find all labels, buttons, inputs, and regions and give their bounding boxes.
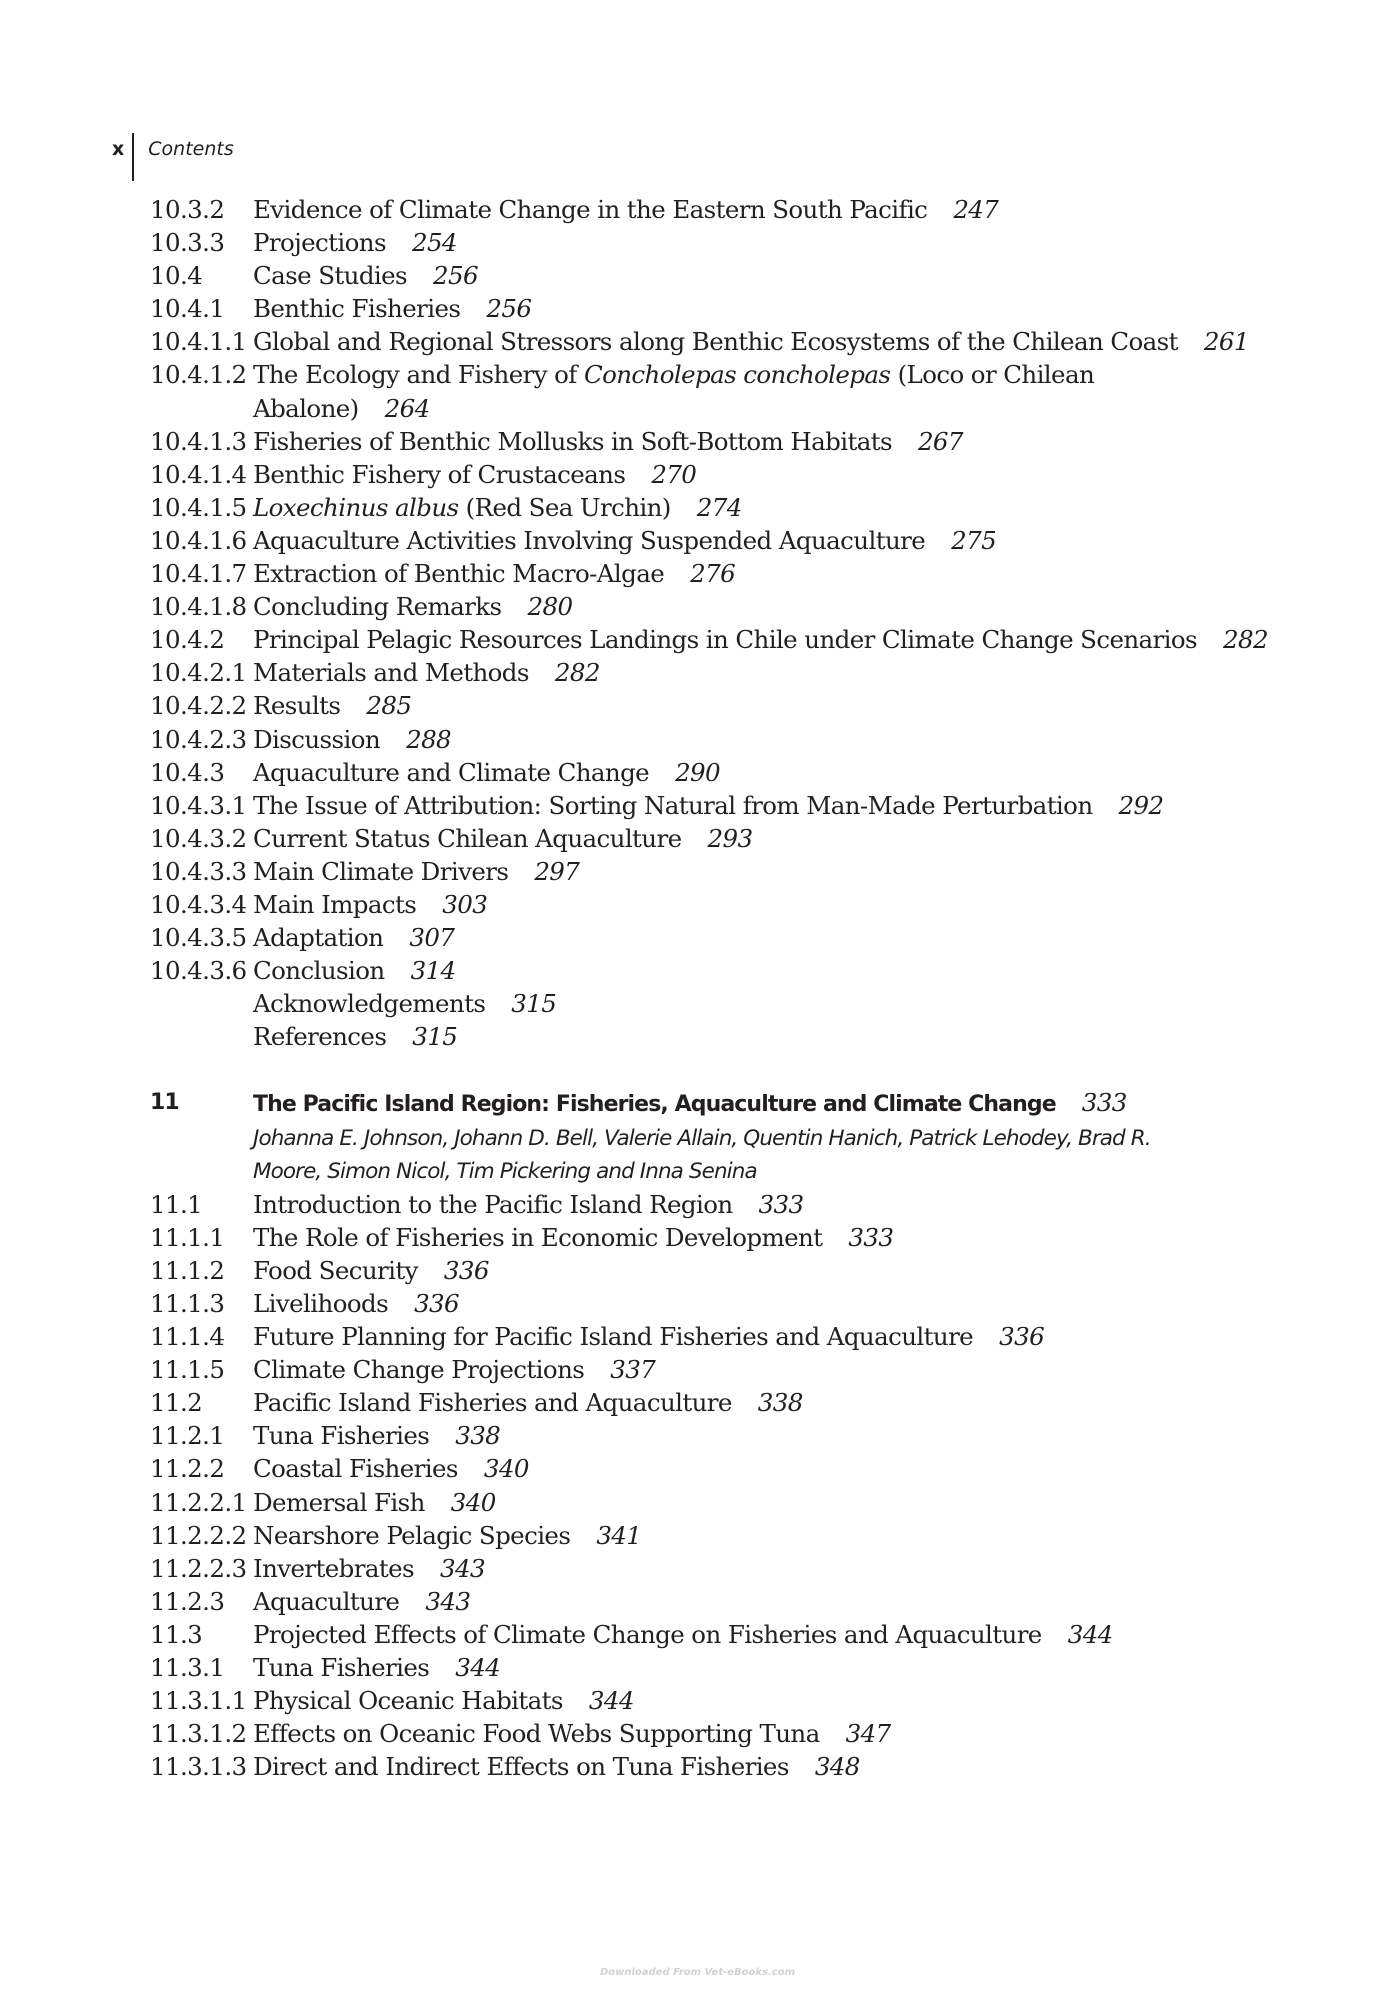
title-part: (Red Sea Urchin) (458, 492, 671, 522)
section-title (253, 458, 1270, 491)
toc-entry[interactable] (150, 689, 1270, 722)
section-title (253, 723, 1270, 756)
title-part: Case Studies (253, 261, 408, 291)
section-number: 11.2.2.3 (150, 1553, 247, 1583)
toc-entry[interactable] (150, 226, 1270, 259)
section-title (253, 1651, 1270, 1684)
toc-entry[interactable] (150, 590, 1270, 623)
title-part: Food Security (253, 1255, 418, 1285)
page-number: 336 (999, 1322, 1045, 1352)
toc-entry[interactable] (150, 1452, 1270, 1485)
title-part: The Ecology and Fishery of (253, 360, 584, 390)
section-title (253, 1552, 1270, 1585)
toc-entry[interactable] (150, 524, 1270, 557)
section-number: 11.3 (150, 1619, 203, 1649)
section-number: 11.1.1 (150, 1222, 225, 1252)
section-title (253, 789, 1270, 822)
title-part: The Issue of Attribution: Sorting Natural from Man-Made Perturbation (253, 790, 1093, 820)
toc-entry[interactable] (150, 1221, 1270, 1254)
section-number: 11.2.1 (150, 1421, 225, 1451)
italic-title-part: Concholepas concholepas (583, 360, 891, 390)
page-number: 297 (534, 856, 580, 886)
section-number: 10.4.1.7 (150, 559, 247, 589)
section-title (253, 1519, 1270, 1552)
section-title (253, 259, 1270, 292)
title-part: Materials and Methods (253, 658, 529, 688)
toc-entry[interactable] (150, 458, 1270, 491)
chapter-number: 11 (150, 1090, 179, 1116)
section-number: 10.4.1.3 (150, 426, 247, 456)
section-number: 11.1.5 (150, 1355, 225, 1385)
section-title (253, 1287, 1270, 1320)
title-part: Future Planning for Pacific Island Fisheries and Aquaculture (253, 1322, 974, 1352)
section-number: 11.1 (150, 1189, 203, 1219)
page-number: 344 (1067, 1619, 1113, 1649)
section-number: 11.3.1 (150, 1653, 225, 1683)
section-title (253, 193, 1270, 226)
page-number: 282 (554, 658, 600, 688)
section-title (253, 1585, 1270, 1618)
section-title (253, 1254, 1270, 1287)
section-number: 10.4.2 (150, 625, 225, 655)
section-title (253, 888, 1270, 921)
chapter-heading[interactable] (150, 1086, 1270, 1121)
toc-entry[interactable] (150, 325, 1270, 358)
section-number: 10.4.3.5 (150, 923, 247, 953)
chapter-title-line (253, 1086, 1270, 1121)
page-number: 285 (366, 691, 412, 721)
toc-entry[interactable] (150, 1618, 1270, 1651)
chapter-page-number: 333 (1081, 1088, 1127, 1118)
title-part: Demersal Fish (253, 1487, 425, 1517)
title-part: Aquaculture (253, 1586, 400, 1616)
running-head (112, 133, 234, 181)
page-number: 303 (442, 889, 488, 919)
page-number: 348 (814, 1752, 860, 1782)
title-part: Fisheries of Benthic Mollusks in Soft-Bottom Habitats (253, 426, 892, 456)
section-number: 10.4.1.4 (150, 459, 247, 489)
page-number: 254 (411, 228, 457, 258)
section-number: 10.4.1.6 (150, 525, 247, 555)
title-part: Aquaculture Activities Involving Suspended Aquaculture (253, 525, 926, 555)
page-number: 276 (690, 559, 736, 589)
toc-entry[interactable] (150, 789, 1270, 822)
section-title (253, 954, 1270, 987)
section-number: 10.4.3.4 (150, 889, 247, 919)
toc-entry[interactable] (150, 259, 1270, 292)
toc-entry[interactable] (150, 557, 1270, 590)
section-number: 10.4.2.1 (150, 658, 247, 688)
toc-entry[interactable] (150, 756, 1270, 789)
title-part: Introduction to the Pacific Island Region (253, 1189, 733, 1219)
section-number: 10.4.3.2 (150, 823, 247, 853)
section-title (253, 425, 1270, 458)
section-title (253, 656, 1270, 689)
section-title (253, 1353, 1270, 1386)
title-part: The Role of Fisheries in Economic Development (253, 1222, 823, 1252)
italic-title-part: Loxechinus albus (253, 492, 459, 522)
toc-entry[interactable] (150, 623, 1270, 656)
toc-section-chapter-11 (150, 1188, 1270, 1784)
section-title (253, 1750, 1270, 1783)
section-number: 11.3.1.1 (150, 1686, 247, 1716)
chapter-authors: Johanna E. Johnson, Johann D. Bell, Valerie Allain, Quentin Hanich, Patrick Lehodey, Brad R. Moore, Simon Nicol, Tim Pickering and Inna Senina (253, 1125, 1151, 1184)
section-number: 10.4.1 (150, 294, 225, 324)
section-title (253, 1221, 1270, 1254)
toc-entry[interactable] (150, 1188, 1270, 1221)
section-number: 10.4.2.2 (150, 691, 247, 721)
section-number: 11.1.4 (150, 1322, 225, 1352)
title-part: Results (253, 691, 341, 721)
section-title (253, 524, 1270, 557)
toc-entry[interactable] (150, 656, 1270, 689)
page-number: 261 (1203, 327, 1249, 357)
section-number: 11.3.1.2 (150, 1719, 247, 1749)
section-title (253, 822, 1270, 855)
page-number: 275 (951, 525, 997, 555)
page-number: 288 (406, 724, 452, 754)
toc-entry[interactable] (150, 888, 1270, 921)
section-title (253, 325, 1270, 358)
toc-entry[interactable] (150, 1684, 1270, 1717)
section-title (253, 1452, 1270, 1485)
toc-entry[interactable] (150, 425, 1270, 458)
page-number: 315 (412, 1022, 458, 1052)
section-title (253, 987, 1270, 1020)
section-title (253, 590, 1270, 623)
page-number: 338 (757, 1388, 803, 1418)
page-number: 337 (610, 1355, 656, 1385)
toc-entry[interactable] (150, 1287, 1270, 1320)
section-title (253, 855, 1270, 888)
title-part: Coastal Fisheries (253, 1454, 458, 1484)
section-title (253, 1419, 1270, 1452)
section-number: 10.4.1.1 (150, 327, 247, 357)
chapter-title: The Pacific Island Region: Fisheries, Aquaculture and Climate Change (253, 1092, 1056, 1118)
page-number: 270 (651, 459, 697, 489)
toc-entry[interactable] (150, 987, 1270, 1020)
page-number: 256 (433, 261, 478, 291)
title-part: Current Status Chilean Aquaculture (253, 823, 682, 853)
toc-entry[interactable] (150, 1651, 1270, 1684)
page-number: 333 (758, 1189, 804, 1219)
toc-entry[interactable] (150, 1020, 1270, 1053)
toc-entry[interactable] (150, 1254, 1270, 1287)
title-part: Extraction of Benthic Macro-Algae (253, 559, 665, 589)
title-part: Global and Regional Stressors along Benthic Ecosystems of the Chilean Coast (253, 327, 1178, 357)
title-part: Projections (253, 228, 386, 258)
download-watermark: Downloaded From Vet-eBooks.com (599, 1967, 796, 1978)
page-number: 292 (1118, 790, 1164, 820)
toc-entry[interactable] (150, 1419, 1270, 1452)
toc-entry[interactable] (150, 491, 1270, 524)
page-number: 333 (848, 1222, 894, 1252)
section-title (253, 1684, 1270, 1717)
section-title (253, 358, 1270, 424)
title-part: Discussion (253, 724, 381, 754)
toc-entry[interactable] (150, 1320, 1270, 1353)
table-of-contents (150, 193, 1270, 1783)
section-number: 10.4.3.6 (150, 956, 247, 986)
page-number: 247 (953, 195, 999, 224)
toc-entry[interactable] (150, 1585, 1270, 1618)
section-title (253, 491, 1270, 524)
toc-section-chapter-10 (150, 193, 1270, 1053)
toc-entry[interactable] (150, 954, 1270, 987)
page-number: 336 (443, 1255, 489, 1285)
title-part: Main Climate Drivers (253, 856, 509, 886)
title-part: Conclusion (253, 956, 385, 986)
toc-entry[interactable] (150, 193, 1270, 226)
page-number: 338 (455, 1421, 501, 1451)
page-number: 264 (384, 393, 430, 423)
toc-entry[interactable] (150, 1386, 1270, 1419)
title-part: Invertebrates (253, 1553, 414, 1583)
section-title (253, 1386, 1270, 1419)
title-part: Livelihoods (253, 1289, 389, 1318)
toc-entry[interactable] (150, 358, 1270, 424)
title-part: Main Impacts (253, 889, 417, 919)
toc-entry[interactable] (150, 1750, 1270, 1783)
section-number: 10.4.1.5 (150, 492, 247, 522)
section-number: 11.2.2.1 (150, 1487, 247, 1517)
title-part: Evidence of Climate Change in the Eastern South Pacific (253, 195, 928, 224)
title-part: Tuna Fisheries (253, 1653, 430, 1683)
section-title (253, 756, 1270, 789)
toc-entry[interactable] (150, 1486, 1270, 1519)
title-part: Direct and Indirect Effects on Tuna Fisheries (253, 1752, 789, 1782)
title-part: Effects on Oceanic Food Webs Supporting Tuna (253, 1719, 820, 1749)
title-part: Nearshore Pelagic Species (253, 1520, 571, 1550)
section-number: 11.1.3 (150, 1289, 225, 1318)
section-number: 10.4.3 (150, 757, 225, 787)
page-number: 274 (696, 492, 742, 522)
section-number: 10.4.3.1 (150, 790, 247, 820)
title-part: Adaptation (253, 923, 384, 953)
title-part: Climate Change Projections (253, 1355, 585, 1385)
page-number: 314 (410, 956, 456, 986)
page-number: 315 (511, 989, 557, 1019)
section-title (253, 557, 1270, 590)
title-part: Aquaculture and Climate Change (253, 757, 650, 787)
toc-entry[interactable] (150, 1353, 1270, 1386)
page-number: 343 (439, 1553, 485, 1583)
section-title (253, 689, 1270, 722)
title-part: Pacific Island Fisheries and Aquaculture (253, 1388, 732, 1418)
section-number: 11.2.2.2 (150, 1520, 247, 1550)
toc-entry[interactable] (150, 1717, 1270, 1750)
page-number: 340 (450, 1487, 496, 1517)
section-title (253, 1188, 1270, 1221)
section-title (253, 921, 1270, 954)
toc-entry[interactable] (150, 292, 1270, 325)
section-title (253, 292, 1270, 325)
page-number: 347 (845, 1719, 891, 1749)
section-title (253, 1020, 1270, 1053)
page-number: 282 (1223, 625, 1268, 655)
title-part: Principal Pelagic Resources Landings in Chile under Climate Change Scenarios (253, 625, 1198, 655)
section-number: 10.4.3.3 (150, 856, 247, 886)
chapter-spacer (150, 1053, 1270, 1086)
section-number: 10.4 (150, 261, 203, 291)
title-part: Benthic Fisheries (253, 294, 461, 324)
toc-entry[interactable] (150, 822, 1270, 855)
page-number: 336 (414, 1289, 460, 1318)
toc-entry[interactable] (150, 723, 1270, 756)
section-title (253, 1320, 1270, 1353)
section-number: 10.4.1.2 (150, 360, 247, 390)
section-number: 10.3.2 (150, 195, 225, 224)
running-title: Contents (148, 138, 234, 160)
title-part: Benthic Fishery of Crustaceans (253, 459, 626, 489)
page-number: 344 (455, 1653, 501, 1683)
section-number: 10.4.1.8 (150, 592, 247, 622)
section-number: 11.2.3 (150, 1586, 225, 1616)
page-number: 341 (596, 1520, 642, 1550)
page-folio: x (112, 138, 125, 160)
title-part: Physical Oceanic Habitats (253, 1686, 563, 1716)
section-title (253, 1717, 1270, 1750)
section-number: 11.2.2 (150, 1454, 225, 1484)
section-number: 11.2 (150, 1388, 203, 1418)
page-number: 293 (707, 823, 753, 853)
title-part: (Loco or Chilean Abalone) (253, 360, 1095, 423)
title-part: Projected Effects of Climate Change on Fisheries and Aquaculture (253, 1619, 1042, 1649)
section-number: 10.4.2.3 (150, 724, 247, 754)
page-number: 343 (425, 1586, 471, 1616)
page-number: 280 (527, 592, 573, 622)
page-number: 340 (483, 1454, 529, 1484)
title-part: Tuna Fisheries (253, 1421, 430, 1451)
title-part: Concluding Remarks (253, 592, 502, 622)
toc-entry[interactable] (150, 1519, 1270, 1552)
page-number: 256 (486, 294, 532, 324)
section-number: 11.1.2 (150, 1255, 225, 1285)
toc-entry[interactable] (150, 855, 1270, 888)
toc-entry[interactable] (150, 921, 1270, 954)
header-divider (132, 133, 134, 181)
page-number: 344 (588, 1686, 634, 1716)
toc-entry[interactable] (150, 1552, 1270, 1585)
page-number: 267 (917, 426, 963, 456)
page-number: 307 (409, 923, 455, 953)
page-number: 290 (675, 757, 721, 787)
section-title (253, 623, 1270, 656)
section-title (253, 1486, 1270, 1519)
title-part: References (253, 1022, 387, 1052)
section-title (253, 226, 1270, 259)
section-title (253, 1618, 1270, 1651)
section-number: 11.3.1.3 (150, 1752, 247, 1782)
title-part: Acknowledgements (253, 989, 486, 1019)
section-number: 10.3.3 (150, 228, 225, 258)
